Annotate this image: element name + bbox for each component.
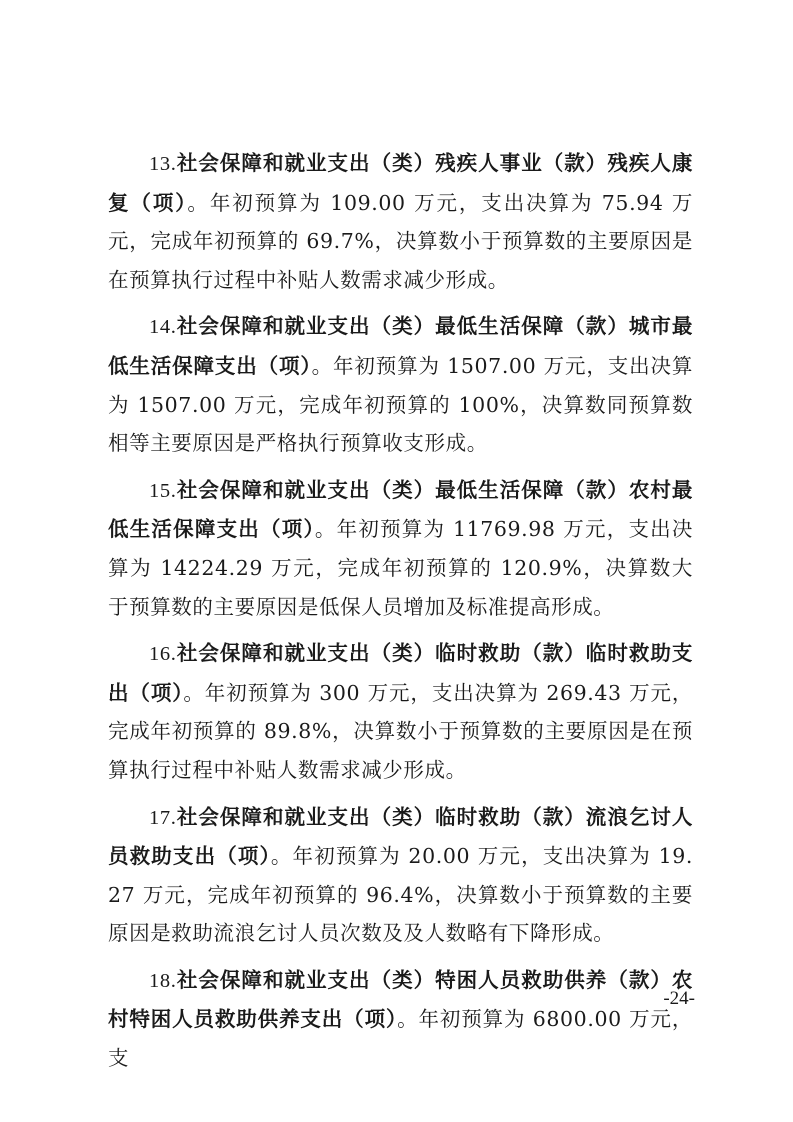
item-heading: 社会保障和就业支出（类）最低生活保障（款）农村最低生活保障支出（项） <box>108 477 693 542</box>
item-number: 14. <box>149 316 177 339</box>
item-body: 。年初预算为 6800.00 万元，支 <box>108 1007 693 1071</box>
item-heading: 社会保障和就业支出（类）特困人员救助供养（款）农村特困人员救助供养支出（项） <box>108 967 693 1032</box>
item-body: 。年初预算为 11769.98 万元，支出决算为 14224.29 万元，完成年初预算的 120.9%，决算数大于预算数的主要原因是低保人员增加及标准提高形成。 <box>108 517 693 619</box>
page-number: -24- <box>663 988 695 1009</box>
item-body: 。年初预算为 300 万元，支出决算为 269.43 万元，完成年初预算的 89.8%，决算数小于预算数的主要原因是在预算执行过程中补贴人数需求减少形成。 <box>108 680 693 782</box>
item-number: 18. <box>149 969 177 992</box>
item-body: 。年初预算为 1507.00 万元，支出决算为 1507.00 万元，完成年初预算的 100%，决算数同预算数相等主要原因是严格执行预算收支形成。 <box>108 353 693 456</box>
paragraph-15 <box>108 471 693 626</box>
item-heading: 社会保障和就业支出（类）残疾人事业（款）残疾人康复（项） <box>108 151 693 215</box>
item-number: 16. <box>149 643 177 666</box>
paragraph-16 <box>108 634 693 789</box>
item-heading: 社会保障和就业支出（类）最低生活保障（款）城市最低生活保障支出（项） <box>108 314 693 378</box>
paragraph-13 <box>108 144 693 299</box>
item-number: 15. <box>149 479 177 502</box>
item-body: 。年初预算为 109.00 万元，支出决算为 75.94 万元，完成年初预算的 69.7%，决算数小于预算数的主要原因是在预算执行过程中补贴人数需求减少形成。 <box>108 190 693 292</box>
item-number: 13. <box>149 153 177 175</box>
paragraph-18 <box>108 961 693 1078</box>
item-number: 17. <box>149 806 177 829</box>
paragraph-14 <box>108 307 693 462</box>
item-heading: 社会保障和就业支出（类）临时救助（款）流浪乞讨人员救助支出（项） <box>108 804 693 869</box>
item-heading: 社会保障和就业支出（类）临时救助（款）临时救助支出（项） <box>108 641 693 705</box>
document-body <box>108 144 693 1086</box>
paragraph-17 <box>108 798 693 953</box>
item-body: 。年初预算为 20.00 万元，支出决算为 19.27 万元，完成年初预算的 96.4%，决算数小于预算数的主要原因是救助流浪乞讨人员次数及及人数略有下降形成。 <box>108 844 693 946</box>
